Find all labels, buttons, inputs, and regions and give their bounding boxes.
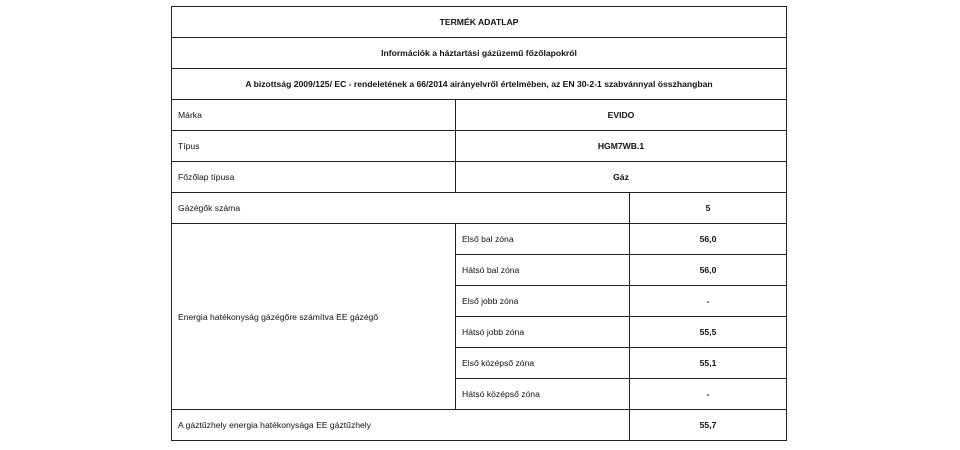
- zone-value: 56,0: [630, 255, 787, 286]
- zone-name: Hátsó jobb zóna: [456, 317, 630, 348]
- efficiency-label: Energia hatékonyság gázégőre számítva EE gázégő: [172, 224, 456, 410]
- subtitle-row: [172, 38, 787, 69]
- zone-name: Első bal zóna: [456, 224, 630, 255]
- table-row-brand: [172, 100, 787, 131]
- regulation-row: [172, 69, 787, 100]
- product-data-table: [171, 6, 787, 441]
- table-row-zone: [172, 224, 787, 255]
- burners-value: 5: [630, 193, 787, 224]
- table-row-burners: [172, 193, 787, 224]
- zone-name: Első középső zóna: [456, 348, 630, 379]
- type-value: HGM7WB.1: [456, 131, 787, 162]
- regulation-text: A bizottság 2009/125/ EC - rendeletének a 66/2014 airányelvről értelmében, az EN 30-2-1 szabvánnyal összhangban: [172, 69, 787, 100]
- brand-value: EVIDO: [456, 100, 787, 131]
- zone-name: Hátsó bal zóna: [456, 255, 630, 286]
- zone-name: Első jobb zóna: [456, 286, 630, 317]
- hob-type-value: Gáz: [456, 162, 787, 193]
- sheet-subtitle: Információk a háztartási gázüzemű főzőlapokról: [172, 38, 787, 69]
- sheet-title: TERMÉK ADATLAP: [172, 7, 787, 38]
- table-row-type: [172, 131, 787, 162]
- hob-type-label: Főzőlap típusa: [172, 162, 456, 193]
- zone-value: 55,5: [630, 317, 787, 348]
- zone-value: -: [630, 286, 787, 317]
- product-data-sheet: [171, 6, 786, 441]
- zone-value: -: [630, 379, 787, 410]
- zone-name: Hátsó középső zóna: [456, 379, 630, 410]
- brand-label: Márka: [172, 100, 456, 131]
- table-row-hob-type: [172, 162, 787, 193]
- zone-value: 56,0: [630, 224, 787, 255]
- burners-label: Gázégők száma: [172, 193, 630, 224]
- title-row: [172, 7, 787, 38]
- type-label: Típus: [172, 131, 456, 162]
- total-efficiency-label: A gáztűzhely energia hatékonysága EE gáztűzhely: [172, 410, 630, 441]
- total-efficiency-value: 55,7: [630, 410, 787, 441]
- table-row-total: [172, 410, 787, 441]
- zone-value: 55,1: [630, 348, 787, 379]
